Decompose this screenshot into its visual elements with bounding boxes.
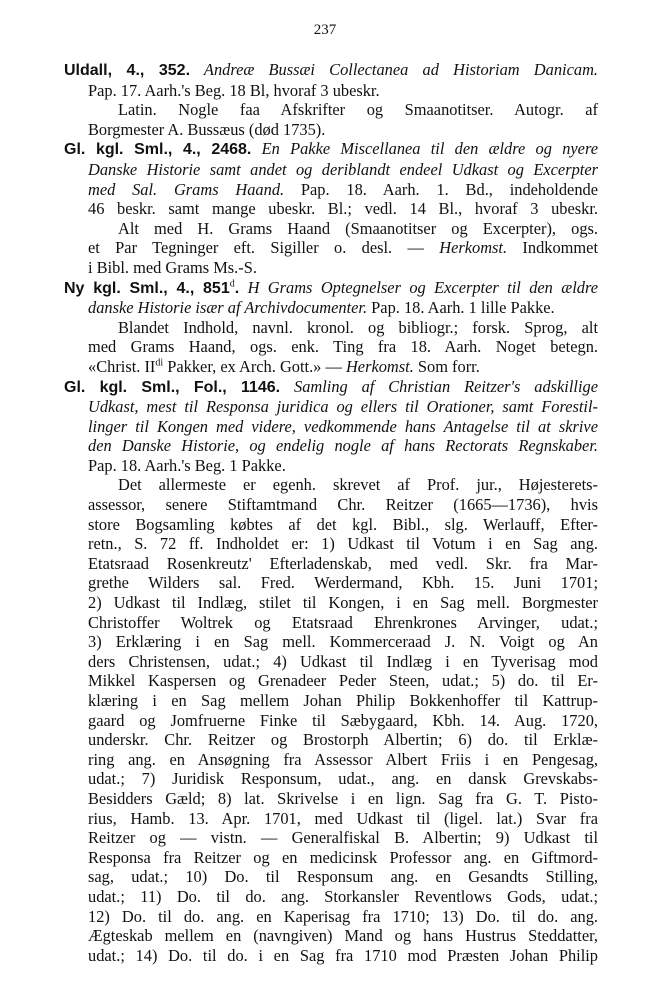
title-italic: Andreæ Bussæi Collectanea ad Historiam Danicam. <box>190 60 598 79</box>
shelfmark: . <box>234 279 240 297</box>
text-segment: Pap. 17. Aarh.'s Beg. 18 Bl, hvoraf 3 ubeskr. <box>88 80 380 100</box>
title-italic: danske Historie især af Archivdocumenter. <box>88 298 368 318</box>
text-segment: ring ang. en Ansøgning fra Assessor Albert Friis i en Pengesag, <box>88 749 598 769</box>
catalog-entry <box>64 277 598 377</box>
text-segment: Pap. 18. Aarh. 1 lille Pakke. <box>367 298 555 318</box>
text-segment: Pap. 18. Aarh.'s Beg. 1 Pakke. <box>88 455 286 475</box>
text-line <box>88 298 598 318</box>
text-line <box>88 534 598 554</box>
text-segment: Pap. 18. Aarh. 1. Bd., indeholdende <box>284 179 598 199</box>
text-segment: grethe Wilders sal. Fred. Werdermand, Kbh. 15. Juni 1701; <box>88 573 598 593</box>
title-italic: Samling af Christian Reitzer's adskillige <box>280 376 598 396</box>
text-line <box>88 946 598 966</box>
superscript: d <box>229 278 235 290</box>
text-line <box>88 671 598 691</box>
title-italic: Herkomst. <box>439 238 508 258</box>
text-segment: 2) Udkast til Indlæg, stilet til Kongen, i en Sag mell. Borgmester <box>88 593 598 613</box>
title-italic: Herkomst. <box>345 356 414 376</box>
page-body <box>64 60 598 965</box>
text-line <box>88 907 598 927</box>
text-segment: ders Christensen, udat.; 4) Udkast til Indlæg i en Tyverisag mod <box>88 651 598 671</box>
text-line <box>88 180 598 200</box>
text-segment: et Par Tegninger eft. Sigiller o. desl. — <box>88 238 440 258</box>
text-line <box>64 139 598 160</box>
text-line <box>88 632 598 652</box>
catalog-entry <box>64 60 598 139</box>
title-italic: med Sal. Grams Haand. <box>88 179 285 199</box>
text-line <box>88 337 598 357</box>
text-line <box>64 377 598 398</box>
text-line <box>88 711 598 731</box>
text-line <box>88 417 598 437</box>
title-italic: Danske Historie samt andet og deriblandt endeel Udkast og Excerpter <box>88 159 598 179</box>
text-line <box>88 593 598 613</box>
text-line <box>88 887 598 907</box>
text-segment: Etatsraad Rosenkreutz' Efterladenskab, med vedl. Skr. fra Mar- <box>88 553 598 573</box>
text-segment: Besidders Gæld; 8) lat. Skrivelse i en lign. Sag fra G. T. Pisto- <box>88 788 598 808</box>
title-italic: En Pakke Miscellanea til den ældre og nyere <box>251 139 598 159</box>
text-segment: store Bogsamling købtes af det kgl. Bibl., slg. Werlauff, Efter- <box>88 514 598 534</box>
text-segment: Alt med H. Grams Haand (Smaanotitser og Excerpter), ogs. <box>118 218 598 238</box>
text-line <box>88 397 598 417</box>
text-line <box>88 848 598 868</box>
text-line <box>88 867 598 887</box>
text-segment: udat.; 11) Do. til do. ang. Storkansler Reventlows Gods, udat.; <box>88 886 598 906</box>
catalog-entry <box>64 376 598 966</box>
text-segment: rius, Hamb. 13. Apr. 1701, med Udkast til (ligel. lat.) Svar fra <box>88 808 598 828</box>
shelfmark: Gl. kgl. Sml., 4., 2468. <box>64 141 252 159</box>
text-line <box>88 515 598 535</box>
text-line <box>64 60 598 81</box>
text-line <box>88 828 598 848</box>
text-segment: 12) Do. til do. ang. en Kaperisag fra 1710; 13) Do. til do. ang. <box>88 906 598 926</box>
catalog-entry <box>64 139 598 277</box>
text-segment: med Grams Haand, ogs. enk. Ting fra 18. Aarh. Noget betegn. <box>88 337 598 357</box>
text-line <box>88 258 598 278</box>
text-line <box>88 219 598 239</box>
page-number: 237 <box>313 22 337 38</box>
shelfmark: Ny kgl. Sml., 4., 851 <box>64 279 230 297</box>
superscript: di <box>155 357 164 369</box>
text-segment: 3) Erklæring i en Sag mell. Kommerceraad J. N. Voigt og An <box>88 632 598 652</box>
text-segment: gaard og Jomfruerne Finke til Sæbygaard, Kbh. 14. Aug. 1720, <box>88 710 598 730</box>
text-line <box>88 456 598 476</box>
text-segment: retn., S. 72 ff. Indholdet er: 1) Udkast til Votum i en Sag ang. <box>88 534 598 554</box>
text-line <box>88 318 598 338</box>
text-line <box>88 475 598 495</box>
text-segment: i Bibl. med Grams Ms.-S. <box>88 257 257 277</box>
text-segment: Ægteskab mellem en (navngiven) Mand og hans Hustrus Steddatter, <box>88 926 598 946</box>
text-line <box>88 100 598 120</box>
text-line <box>88 81 598 101</box>
text-line <box>88 789 598 809</box>
text-segment: Mikkel Kaspersen og Grenadeer Peder Steen, udat.; 5) do. til Er- <box>88 671 598 691</box>
text-line <box>88 357 598 377</box>
text-line <box>88 769 598 789</box>
text-segment: Latin. Nogle faa Afskrifter og Smaanotitser. Autogr. af <box>118 100 598 120</box>
shelfmark: Uldall, 4., 352. <box>64 62 191 79</box>
text-segment: sag, udat.; 10) Do. til Responsum ang. en Gesandts Stilling, <box>88 867 598 887</box>
text-segment: Som forr. <box>413 356 480 376</box>
text-segment: assessor, senere Stiftamtmand Chr. Reitzer (1665—1736), hvis <box>88 495 598 515</box>
text-segment: Christoffer Woltrek og Etatsraad Ehrenkrones Arvinger, udat.; <box>88 612 598 632</box>
text-segment: klæring i en Sag mellem Johan Philip Bokkenhoffer til Kattrup- <box>88 691 598 710</box>
text-segment: udat.; 7) Juridisk Responsum, udat., ang. en dansk Grevskabs- <box>88 769 598 789</box>
text-line <box>88 573 598 593</box>
text-line <box>88 613 598 633</box>
text-segment: 46 beskr. samt mange ubeskr. Bl.; vedl. 14 Bl., hvoraf 3 ubeskr. <box>88 199 598 219</box>
title-italic: Udkast, mest til Responsa juridica og ellers til Orationer, samt Forestil- <box>88 397 598 417</box>
text-segment: Det allermeste er egenh. skrevet af Prof. jur., Højesterets- <box>118 475 598 495</box>
text-segment: Borgmester A. Bussæus (død 1735). <box>88 119 326 139</box>
text-line <box>88 730 598 750</box>
text-segment: Indkommet <box>507 238 598 258</box>
text-segment: Reitzer og — vistn. — Generalfiskal B. Albertin; 9) Udkast til <box>88 828 598 848</box>
text-segment: underskr. Chr. Reitzer og Brostorph Albertin; 6) do. til Erklæ- <box>88 730 598 750</box>
text-line <box>64 278 598 299</box>
text-segment: «Christ. II <box>88 356 156 376</box>
text-line <box>88 495 598 515</box>
text-line <box>88 554 598 574</box>
text-line <box>88 926 598 946</box>
text-line <box>88 652 598 672</box>
text-line <box>88 691 598 711</box>
text-segment: Pakker, ex Arch. Gott.» — <box>163 356 346 376</box>
title-italic: den Danske Historie, og endelig nogle af hans Rectorats Regnskaber. <box>88 436 598 456</box>
text-segment: Responsa fra Reitzer og en medicinsk Professor ang. en Giftmord- <box>88 847 598 867</box>
shelfmark: Gl. kgl. Sml., Fol., 1146. <box>64 378 281 396</box>
text-line <box>88 809 598 829</box>
title-italic: H Grams Optegnelser og Excerpter til den ældre <box>239 277 598 297</box>
text-segment: udat.; 14) Do. til do. i en Sag fra 1710 mod Præsten Johan Philip <box>88 945 598 965</box>
text-line <box>88 199 598 219</box>
title-italic: linger til Kongen med videre, vedkommende hans Antagelse til at skrive <box>88 416 598 436</box>
text-line <box>88 120 598 140</box>
text-line <box>88 750 598 770</box>
text-segment: Blandet Indhold, navnl. kronol. og bibliogr.; forsk. Sprog, alt <box>118 317 598 337</box>
text-line <box>88 160 598 180</box>
text-line <box>88 238 598 258</box>
text-line <box>88 436 598 456</box>
